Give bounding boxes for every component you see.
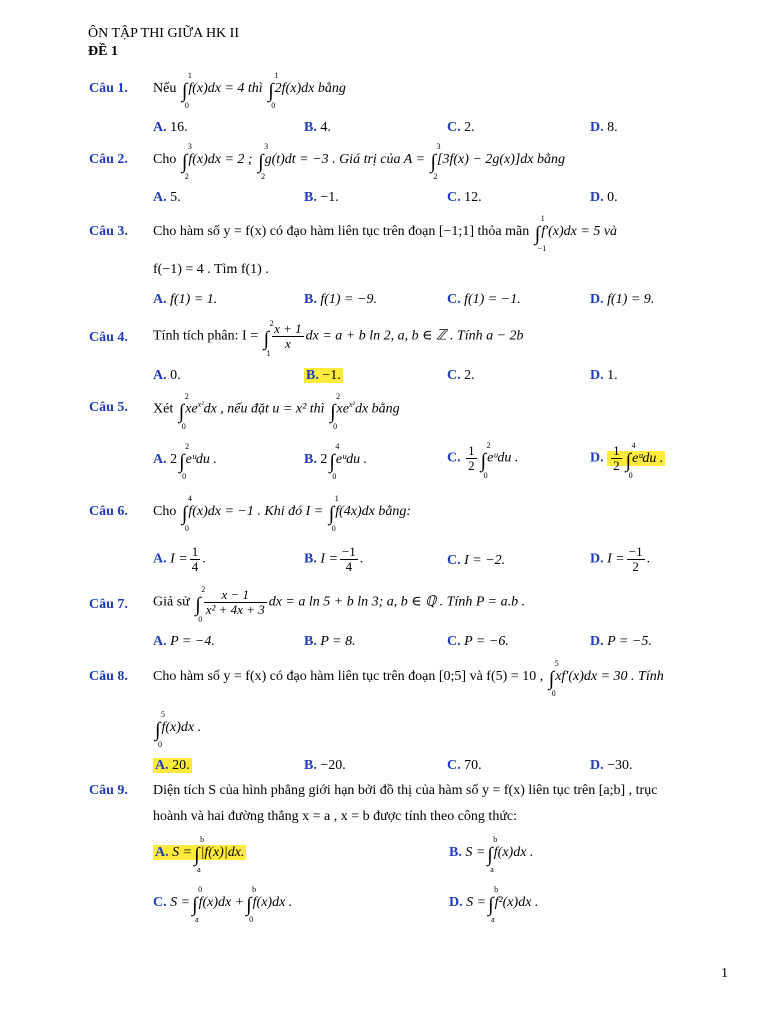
question-5-option-a: A. 2 ∫ 2 0 eᵘdu .: [153, 442, 217, 481]
question-1-option-a: A. 16.: [153, 120, 188, 135]
question-8-option-c: C. 70.: [447, 758, 482, 773]
question-5-option-b: B. 2 ∫ 4 0 eᵘdu .: [304, 442, 368, 481]
question-8-stem: Cho hàm số y = f(x) có đạo hàm liên tục trên đoạn [0;5] và f(5) = 10 , ∫ 5 0 xf′(x)dx = 30 . Tính: [153, 659, 664, 698]
question-2-number: Câu 2.: [89, 152, 128, 167]
question-1-option-b: B. 4.: [304, 120, 331, 135]
question-7-option-d: D. P = −5.: [590, 634, 652, 649]
question-5-option-c: C. $\frac{1}{2}$ ∫ 2 0 eᵘdu .: [447, 440, 519, 480]
question-4-number: Câu 4.: [89, 330, 128, 345]
question-8-stem-cont: ∫ 5 0 f(x)dx .: [155, 710, 202, 749]
question-2-option-b: B. −1.: [304, 190, 339, 205]
question-5-number: Câu 5.: [89, 400, 128, 415]
document-title: ÔN TẬP THI GIỮA HK II: [88, 26, 239, 41]
question-8-option-a: A. 20.: [155, 758, 190, 773]
question-8-number: Câu 8.: [89, 669, 128, 684]
question-4-stem: Tính tích phân: I = ∫ 2 1 $\frac{x + 1}{x}$ dx = a + b ln 2, a, b ∈ ℤ . Tính a − 2b: [153, 318, 524, 358]
question-7-number: Câu 7.: [89, 597, 128, 612]
question-9-option-b: B. S = ∫ b a f(x)dx .: [449, 835, 534, 874]
question-2-option-c: C. 12.: [447, 190, 482, 205]
question-7-option-a: A. P = −4.: [153, 634, 215, 649]
question-6-stem: Cho ∫ 4 0 f(x)dx = −1 . Khi đó I = ∫ 1 0 f(4x)dx bằng:: [153, 494, 411, 533]
question-8-option-d: D. −30.: [590, 758, 633, 773]
question-6-option-c: C. I = −2.: [447, 553, 506, 568]
question-8-option-b: B. −20.: [304, 758, 346, 773]
question-5-stem: Xét ∫ 2 0 $xe^{x^2}dx$ , nếu đặt u = x² thì ∫ 2 0 $xe^{x^2}dx$ bằng: [153, 391, 400, 431]
question-9-stem: Diện tích S của hình phẳng giới hạn bởi đồ thị của hàm số y = f(x) liên tục trên [a;b] , trục: [153, 783, 658, 798]
question-6-option-b: B. I = $\frac{-1}{4}$ .: [304, 544, 364, 574]
question-6-option-a: A. I = $\frac{1}{4}$ .: [153, 544, 206, 574]
question-3-stem-cont: f(−1) = 4 . Tìm f(1) .: [153, 262, 269, 277]
question-4-option-b: B. −1.: [306, 368, 341, 383]
page-number: 1: [721, 966, 728, 981]
question-3-number: Câu 3.: [89, 224, 128, 239]
question-6-number: Câu 6.: [89, 504, 128, 519]
question-7-option-b: B. P = 8.: [304, 634, 356, 649]
question-9-option-d: D. S = ∫ b a f²(x)dx .: [449, 885, 539, 924]
question-4-option-d: D. 1.: [590, 368, 618, 383]
question-3-option-d: D. f(1) = 9.: [590, 292, 655, 307]
question-4-option-a: A. 0.: [153, 368, 181, 383]
exam-label: ĐỀ 1: [88, 44, 118, 59]
question-3-option-b: B. f(1) = −9.: [304, 292, 377, 307]
question-1-option-d: D. 8.: [590, 120, 618, 135]
question-3-option-a: A. f(1) = 1.: [153, 292, 218, 307]
question-7-stem: Giả sử ∫ 2 0 $\frac{x - 1}{\text{x² + 4x + 3}}$ dx = a ln 5 + b ln 3; a, b ∈ ℚ . Tính P = a.b .: [153, 584, 526, 624]
question-9-option-a: A. S = ∫ b a |f(x)|dx.: [155, 835, 245, 874]
question-7-option-c: C. P = −6.: [447, 634, 509, 649]
question-3-option-c: C. f(1) = −1.: [447, 292, 521, 307]
question-5-option-d: D. $\frac{1}{2}$ ∫ 4 0 eᵘdu .: [590, 440, 664, 480]
question-2-option-a: A. 5.: [153, 190, 181, 205]
question-4-option-c: C. 2.: [447, 368, 475, 383]
question-9-stem-cont: hoành và hai đường thẳng x = a , x = b được tính theo công thức:: [153, 809, 518, 824]
question-1-number: Câu 1.: [89, 81, 128, 96]
question-2-stem: Cho ∫ 3 2 f(x)dx = 2 ; ∫ 3 2 g(t)dt = −3 . Giá trị của A = ∫ 3 2 [3f(x) − 2g(x)]dx bằng: [153, 142, 566, 181]
question-3-stem: Cho hàm số y = f(x) có đạo hàm liên tục trên đoạn [−1;1] thỏa mãn ∫ 1 −1 f′(x)dx = 5 và: [153, 214, 618, 253]
question-1-stem: Nếu ∫ 1 0 f(x)dx = 4 thì ∫ 1 0 2f(x)dx bằng: [153, 71, 346, 110]
question-9-number: Câu 9.: [89, 783, 128, 798]
question-1-option-c: C. 2.: [447, 120, 475, 135]
question-6-option-d: D. I = $\frac{-1}{2}$ .: [590, 544, 651, 574]
question-2-option-d: D. 0.: [590, 190, 618, 205]
question-9-option-c: C. S = ∫ 0 a f(x)dx + ∫ b 0 f(x)dx .: [153, 885, 293, 924]
